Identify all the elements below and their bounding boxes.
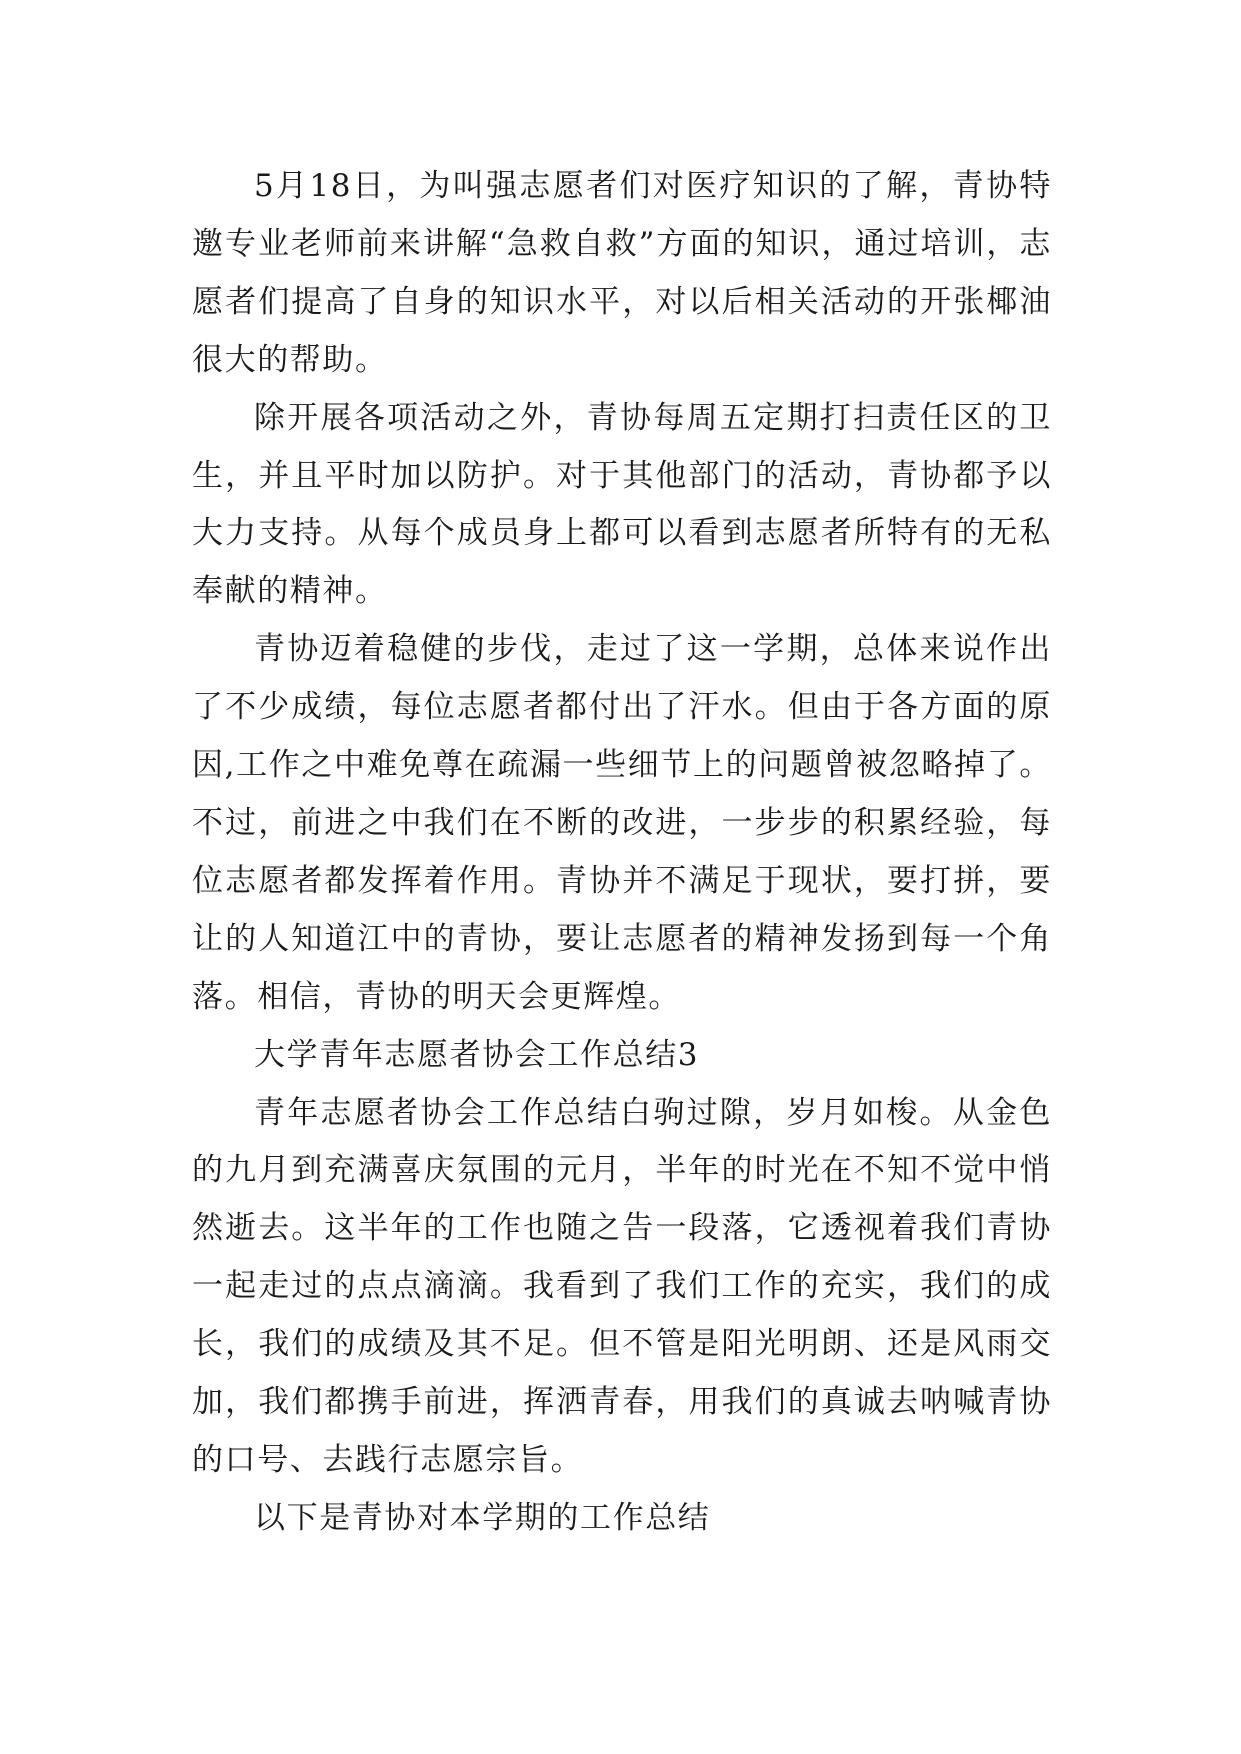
paragraph-lead-in: 以下是青协对本学期的工作总结 xyxy=(254,1499,711,1536)
section-title: 大学青年志愿者协会工作总结3 xyxy=(254,1036,700,1073)
paragraph-intro: 青年志愿者协会工作总结白驹过隙，岁月如梭。从金色的九月到充满喜庆氛围的元月，半年的时光在不知不觉中悄然逝去。这半年的工作也随之告一段落，它透视着我们青协一起走过的点点滴滴。我看到了我们工作的充实，我们的成长，我们的成绩及其不足。但不管是阳光明朗、还是风雨交加，我们都携手前进，挥洒青春，用我们的真诚去呐喊青协的口号、去践行志愿宗旨。 xyxy=(192,1094,1052,1478)
paragraph-summary: 青协迈着稳健的步伐，走过了这一学期，总体来说作出了不少成绩，每位志愿者都付出了汗水。但由于各方面的原因,工作之中难免尊在疏漏一些细节上的问题曾被忽略掉了。不过，前进之中我们在不断的改进，一步步的积累经验，每位志愿者都发挥着作用。青协并不满足于现状，要打拼，要让的人知道江中的青协，要让志愿者的精神发扬到每一个角落。相信，青协的明天会更辉煌。 xyxy=(192,631,1052,1015)
paragraph-training: 5月18日，为叫强志愿者们对医疗知识的了解，青协特邀专业老师前来讲解“急救自救”方面的知识，通过培训，志愿者们提高了自身的知识水平，对以后相关活动的开张椰油很大的帮助。 xyxy=(192,168,1052,378)
paragraph-activities: 除开展各项活动之外，青协每周五定期打扫责任区的卫生，并且平时加以防护。对于其他部门的活动，青协都予以大力支持。从每个成员身上都可以看到志愿者所特有的无私奉献的精神。 xyxy=(192,399,1052,610)
document-body xyxy=(192,158,1052,1548)
